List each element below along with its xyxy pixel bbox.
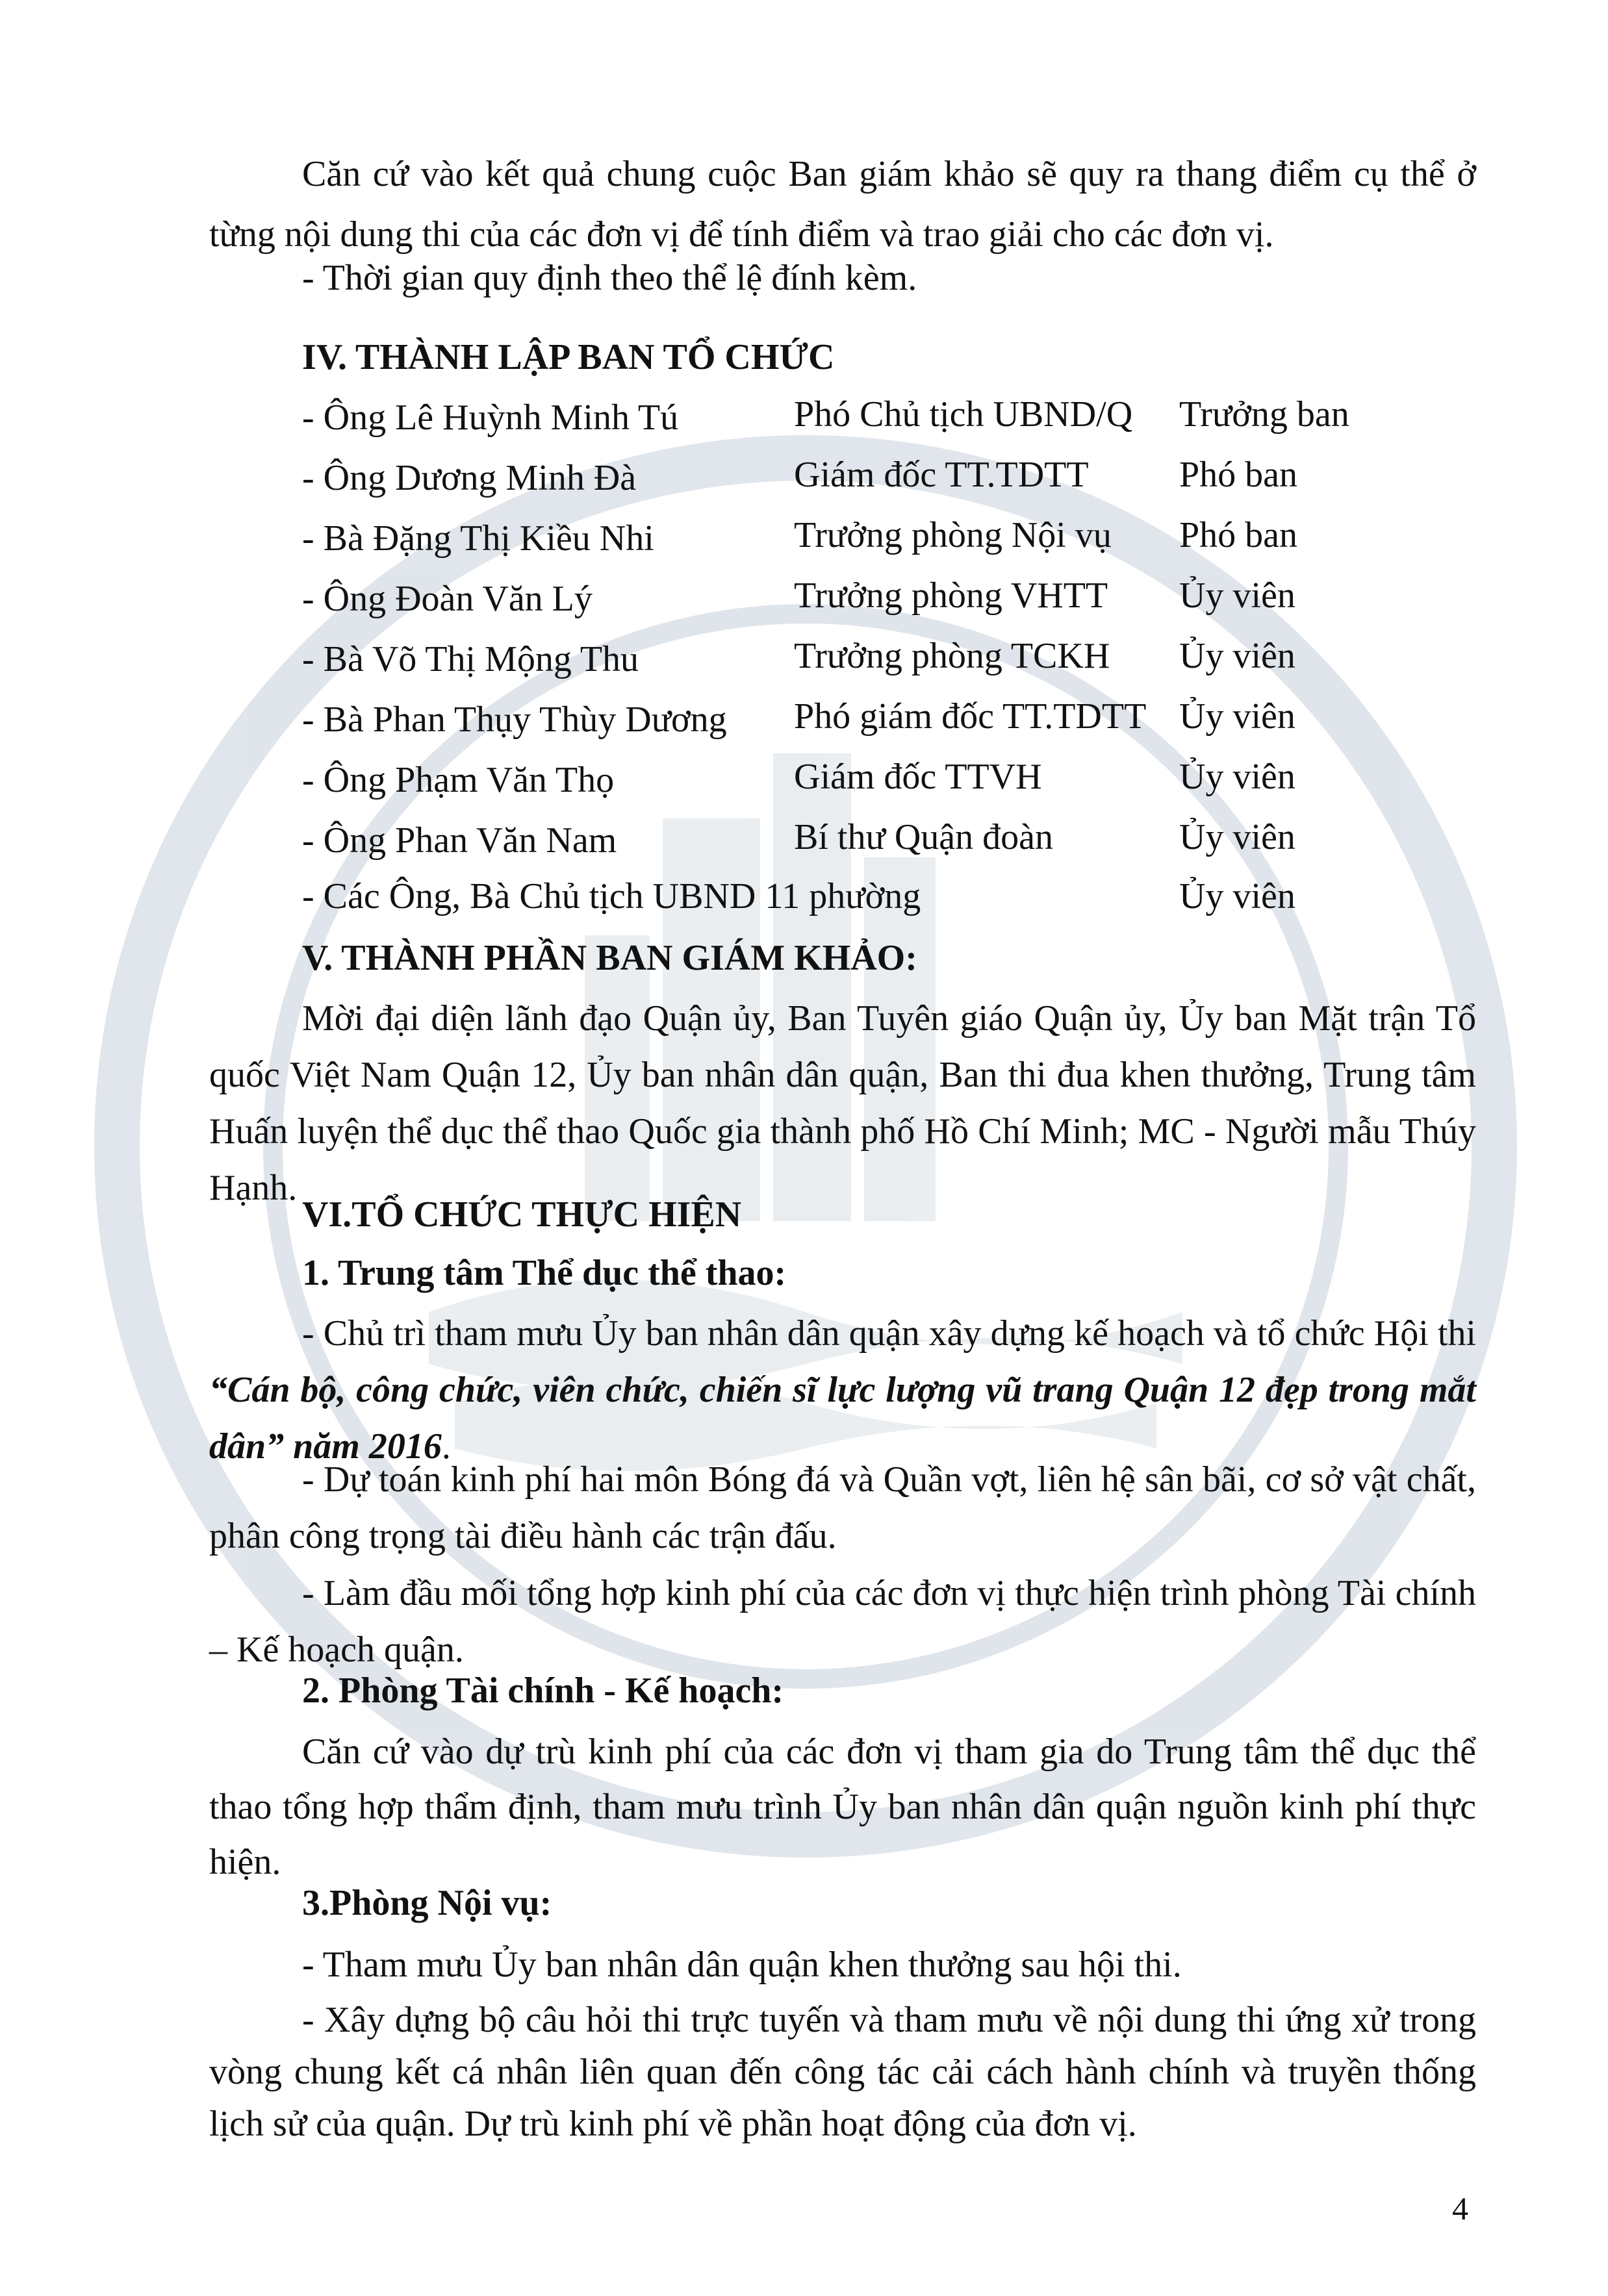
member-name: - Các Ông, Bà Chủ tịch UBND 11 phường	[302, 876, 921, 916]
member-position: Bí thư Quận đoàn	[794, 817, 1053, 857]
prefix-text: - Chủ trì tham mưu Ủy ban nhân dân quận xây dựng kế hoạch và tổ chức Hội thi	[302, 1313, 1476, 1354]
member-role: Ủy viên	[1179, 575, 1295, 616]
event-name: “Cán bộ, công chức, viên chức, chiến sĩ lực lượng vũ trang Quận 12 đẹp trong mắt dân” năm 2016	[209, 1370, 1476, 1467]
member-role: Phó ban	[1179, 515, 1297, 555]
member-name: - Bà Đặng Thị Kiều Nhi	[302, 518, 654, 559]
member-role: Ủy viên	[1179, 696, 1295, 737]
time-rule-paragraph: - Thời gian quy định theo thể lệ đính kèm.	[302, 258, 917, 298]
member-position: Trưởng phòng Nội vụ	[794, 515, 1112, 555]
member-name: - Ông Phan Văn Nam	[302, 820, 617, 861]
member-name: - Bà Võ Thị Mộng Thu	[302, 639, 639, 679]
member-position: Giám đốc TT.TDTT	[794, 455, 1089, 495]
member-role: Ủy viên	[1179, 636, 1295, 676]
subsection-1-heading: 1. Trung tâm Thể dục thể thao:	[302, 1253, 787, 1293]
member-name: - Ông Dương Minh Đà	[302, 458, 637, 498]
member-position: Trưởng phòng TCKH	[794, 636, 1110, 676]
member-role: Trưởng ban	[1179, 394, 1349, 435]
section-iv-heading: IV. THÀNH LẬP BAN TỔ CHỨC	[302, 337, 835, 377]
home-affairs-paragraph-2: - Xây dựng bộ câu hỏi thi trực tuyến và tham mưu về nội dung thi ứng xử trong vòng chung kết cá nhân liên quan đến công tác cải cách hành chính và truyền thống lịch sử của quận. Dự trù kinh phí về phần hoạt động của đơn vị.	[209, 2000, 1476, 2144]
home-affairs-paragraph-1: - Tham mưu Ủy ban nhân dân quận khen thưởng sau hội thi.	[302, 1945, 1182, 1985]
finance-paragraph: Căn cứ vào dự trù kinh phí của các đơn vị tham gia do Trung tâm thể dục thể thao tổng hợp thẩm định, tham mưu trình Ủy ban nhân dân quận nguồn kinh phí thực hiện.	[209, 1732, 1476, 1882]
member-position: Trưởng phòng VHTT	[794, 575, 1108, 616]
sports-center-paragraph-2: - Dự toán kinh phí hai môn Bóng đá và Quần vợt, liên hệ sân bãi, cơ sở vật chất, phân công trọng tài điều hành các trận đấu.	[209, 1459, 1476, 1556]
results-paragraph: Căn cứ vào kết quả chung cuộc Ban giám khảo sẽ quy ra thang điểm cụ thể ở từng nội dung thi của các đơn vị để tính điểm và trao giải cho các đơn vị.	[209, 154, 1476, 255]
member-name: - Ông Lê Huỳnh Minh Tú	[302, 397, 679, 438]
member-name: - Bà Phan Thụy Thùy Dương	[302, 700, 727, 740]
member-position: Phó Chủ tịch UBND/Q	[794, 394, 1133, 435]
member-name: - Ông Phạm Văn Thọ	[302, 760, 615, 800]
member-role: Ủy viên	[1179, 817, 1295, 857]
member-position: Giám đốc TTVH	[794, 757, 1042, 797]
member-name: - Ông Đoàn Văn Lý	[302, 579, 593, 619]
subsection-3-heading: 3.Phòng Nội vụ:	[302, 1883, 552, 1923]
member-position: Phó giám đốc TT.TDTT	[794, 696, 1147, 737]
suffix-text: .	[441, 1426, 451, 1467]
member-role: Ủy viên	[1179, 757, 1295, 797]
jury-paragraph: Mời đại diện lãnh đạo Quận ủy, Ban Tuyên giáo Quận ủy, Ủy ban Mặt trận Tổ quốc Việt Nam Quận 12, Ủy ban nhân dân quận, Ban thi đua khen thưởng, Trung tâm Huấn luyện thể dục thể thao Quốc gia thành phố Hồ Chí Minh; MC - Người mẫu Thúy Hạnh.	[209, 998, 1476, 1208]
member-role: Ủy viên	[1179, 876, 1295, 916]
section-vi-heading: VI.TỔ CHỨC THỰC HIỆN	[302, 1194, 742, 1235]
sports-center-paragraph-3: - Làm đầu mối tổng hợp kinh phí của các đơn vị thực hiện trình phòng Tài chính – Kế hoạch quận.	[209, 1573, 1476, 1670]
member-role: Phó ban	[1179, 455, 1297, 495]
sports-center-paragraph-1	[209, 1306, 1476, 1475]
subsection-2-heading: 2. Phòng Tài chính - Kế hoạch:	[302, 1671, 784, 1711]
section-v-heading: V. THÀNH PHẦN BAN GIÁM KHẢO:	[302, 938, 917, 978]
page-number: 4	[1452, 2190, 1468, 2227]
